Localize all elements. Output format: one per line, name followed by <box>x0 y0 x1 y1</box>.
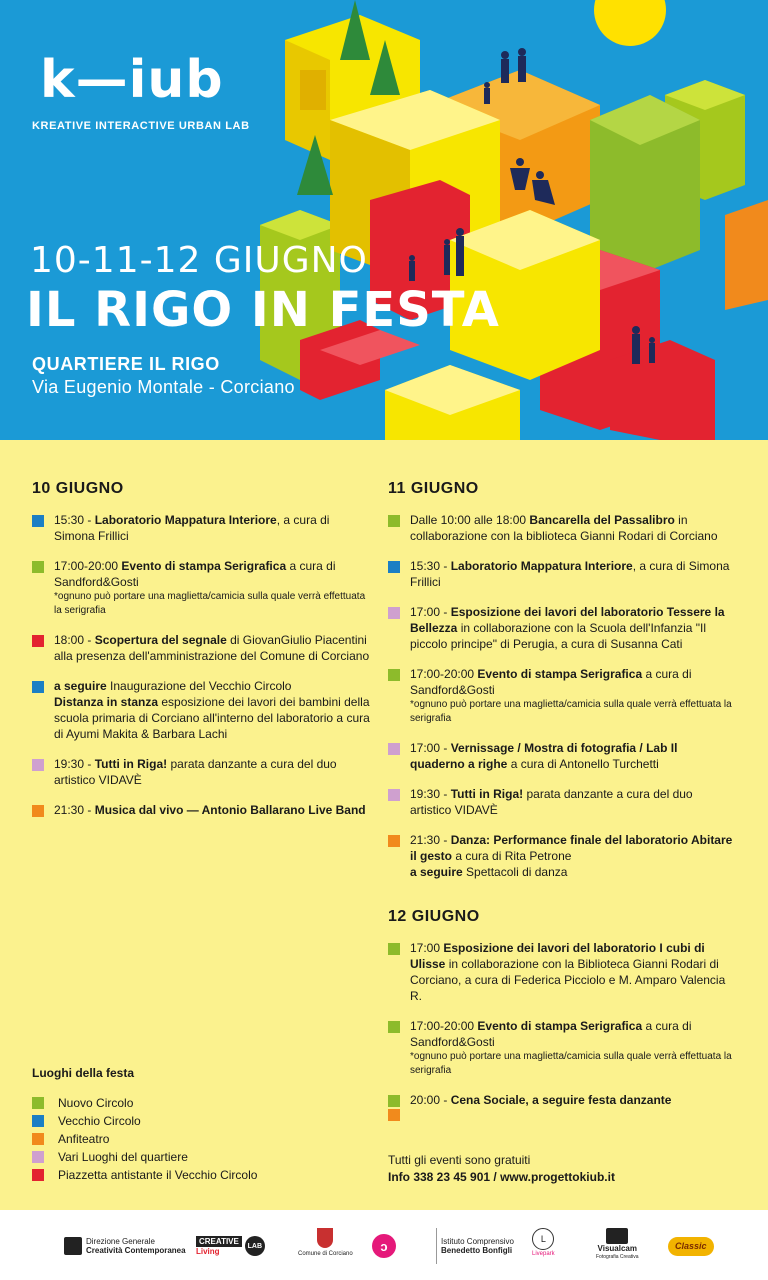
program-event <box>388 558 733 590</box>
sponsor-creative-living-lab: CREATIVE Living LAB <box>196 1228 265 1264</box>
event-time: 21:30 - <box>410 833 451 847</box>
dgcc-logo-icon <box>64 1237 82 1255</box>
program-event <box>388 666 733 726</box>
program-event <box>388 832 733 880</box>
legend-label: Vari Luoghi del quartiere <box>58 1150 188 1164</box>
program-event <box>388 740 733 772</box>
legend-color-swatch <box>32 1097 44 1109</box>
event-details: a cura di Sandford&Gosti <box>54 559 336 589</box>
event-details: a cura di Rita Petrone <box>452 849 572 863</box>
event-title: Laboratorio Mappatura Interiore <box>450 559 633 573</box>
event-details: , a cura di Simona Frillici <box>54 513 330 543</box>
event-title: Evento di stampa Serigrafica <box>477 1019 643 1033</box>
event-details: di GiovanGiulio Piacentini alla presenza dell'amministrazione del Comune di Corciano <box>54 633 370 663</box>
day-heading: 10 GIUGNO <box>32 480 124 497</box>
event-note: *ognuno può portare una maglietta/camicia sulla quale verrà effettuata la serigrafia <box>54 591 366 616</box>
venue-color-marker <box>388 561 400 573</box>
sponsor-visualcam: Visualcam Fotografia Creativa <box>596 1228 639 1264</box>
event-details: parata danzante a cura del duo artistico VIDAVÈ <box>54 757 337 787</box>
info-block <box>388 1152 615 1186</box>
program-event <box>388 1018 733 1078</box>
event-time: Dalle 10:00 alle 18:00 <box>410 513 530 527</box>
program-event <box>32 678 372 742</box>
event-title: Danza: Performance finale del laboratorio Abitare il gesto <box>410 833 733 863</box>
event-note: *ognuno può portare una maglietta/camicia sulla quale verrà effettuata la serigrafia <box>410 1051 732 1076</box>
page-title: IL RIGO IN FESTA <box>26 282 500 338</box>
logo-wordmark: k—iub <box>40 50 224 110</box>
venue-color-marker <box>388 607 400 619</box>
event-dates: 10-11-12 GIUGNO <box>30 240 368 281</box>
contact-info[interactable]: Info 338 23 45 901 / www.progettokiub.it <box>388 1170 615 1184</box>
event-title: Esposizione dei lavori del laboratorio I cubi di Ulisse <box>410 941 705 971</box>
venue-color-marker <box>388 789 400 801</box>
event-title: Tutti in Riga! <box>450 787 524 801</box>
event-details: , a cura di Simona Frillici <box>410 559 730 589</box>
event-title: Evento di stampa Serigrafica <box>121 559 287 573</box>
pink-circle-logo-icon: ↄ <box>372 1234 396 1258</box>
event-title: a seguire <box>410 865 463 879</box>
neighbourhood-name: QUARTIERE IL RIGO <box>32 354 220 374</box>
legend-item <box>32 1096 352 1114</box>
event-title: a seguire <box>54 679 107 693</box>
event-time: 17:00 - <box>410 741 451 755</box>
program-event <box>388 1092 733 1108</box>
venue-color-marker <box>32 561 44 573</box>
logo-tagline: KREATIVE INTERACTIVE URBAN LAB <box>32 120 250 132</box>
event-details: Inaugurazione del Vecchio Circolo <box>106 679 292 693</box>
day-heading: 11 GIUGNO <box>388 480 479 497</box>
venue-color-marker <box>388 669 400 681</box>
event-details: a cura di Antonello Turchetti <box>507 757 659 771</box>
day-heading: 12 GIUGNO <box>388 908 480 925</box>
legend-label: Vecchio Circolo <box>58 1114 141 1128</box>
day-10-program <box>32 480 372 832</box>
free-events-note: Tutti gli eventi sono gratuiti <box>388 1153 531 1167</box>
camera-icon <box>606 1228 628 1244</box>
event-title: Bancarella del Passalibro <box>529 513 675 527</box>
event-details: parata danzante a cura del duo artistico VIDAVÈ <box>410 787 693 817</box>
coat-of-arms-icon <box>317 1228 333 1248</box>
venue-color-marker <box>32 805 44 817</box>
program-event <box>388 512 733 544</box>
kiub-logo <box>40 50 224 110</box>
event-details: a cura di Sandford&Gosti <box>410 1019 692 1049</box>
venue-color-marker <box>388 943 400 955</box>
sponsor-classic: Classic <box>668 1228 714 1264</box>
event-time: 17:00-20:00 <box>410 1019 478 1033</box>
day-11-12-program <box>388 480 733 1122</box>
venue-color-marker <box>32 515 44 527</box>
sponsor-livepark: L Livepark <box>532 1228 555 1264</box>
event-time: 17:00-20:00 <box>410 667 478 681</box>
program-event <box>32 558 372 618</box>
venue-color-marker <box>388 1021 400 1033</box>
event-time: 21:30 - <box>54 803 95 817</box>
legend-title: Luoghi della festa <box>32 1066 135 1080</box>
event-time: 18:00 - <box>54 633 95 647</box>
program-event <box>388 940 733 1004</box>
program-event <box>388 604 733 652</box>
legend-item <box>32 1114 352 1132</box>
event-title: Tutti in Riga! <box>94 757 168 771</box>
legend-item <box>32 1168 352 1186</box>
venue-color-marker <box>388 515 400 527</box>
event-title: Musica dal vivo — Antonio Ballarano Live Band <box>94 803 366 817</box>
sponsor-pink-logo <box>372 1228 396 1264</box>
sponsors-footer <box>0 1210 768 1280</box>
legend-color-swatch <box>32 1133 44 1145</box>
event-title: Laboratorio Mappatura Interiore <box>94 513 277 527</box>
sponsor-comune: Comune di Corciano <box>298 1228 353 1264</box>
event-time: 17:00-20:00 <box>54 559 122 573</box>
event-title: Distanza in stanza <box>54 695 159 709</box>
event-details: Spettacoli di danza <box>462 865 568 879</box>
event-details: esposizione dei lavori dei bambini della scuola primaria di Corciano all'interno del laboratorio a cura di Ayumi Makita & Barbara Lachi <box>54 695 370 741</box>
event-details: a cura di Sandford&Gosti <box>410 667 692 697</box>
sun-shape <box>594 0 666 46</box>
event-time: 17:00 - <box>410 605 451 619</box>
program-event <box>32 632 372 664</box>
venues-legend <box>32 1066 352 1186</box>
event-title: Esposizione dei lavori del laboratorio Tessere la Bellezza <box>410 605 725 635</box>
event-time: 17:00 <box>410 941 444 955</box>
venue-color-marker <box>388 1095 400 1107</box>
venue-color-marker <box>32 759 44 771</box>
legend-item <box>32 1132 352 1150</box>
venue-color-marker <box>388 835 400 847</box>
legend-item <box>32 1150 352 1168</box>
program-event <box>32 756 372 788</box>
venue-color-marker <box>32 635 44 647</box>
event-title: Evento di stampa Serigrafica <box>477 667 643 681</box>
venue-color-marker <box>388 743 400 755</box>
event-time: 20:00 - <box>410 1093 451 1107</box>
sponsor-dgcc: Direzione Generale Creatività Contemporanea <box>64 1228 186 1264</box>
event-details: in collaborazione con la biblioteca Gianni Rodari di Corciano <box>410 513 718 543</box>
legend-color-swatch <box>32 1115 44 1127</box>
sponsor-istituto: Istituto Comprensivo Benedetto Bonfigli <box>436 1228 514 1264</box>
legend-label: Anfiteatro <box>58 1132 110 1146</box>
venue-color-marker <box>32 681 44 693</box>
event-time: 15:30 - <box>54 513 95 527</box>
legend-color-swatch <box>32 1169 44 1181</box>
program-event <box>388 786 733 818</box>
venue-color-marker <box>388 1109 400 1121</box>
legend-label: Piazzetta antistante il Vecchio Circolo <box>58 1168 258 1182</box>
event-title: Scopertura del segnale <box>94 633 227 647</box>
event-title: Vernissage / Mostra di fotografia / Lab Il quaderno a righe <box>410 741 678 771</box>
event-note: *ognuno può portare una maglietta/camicia sulla quale verrà effettuata la serigrafia <box>410 699 732 724</box>
event-time: 19:30 - <box>410 787 451 801</box>
hero-banner <box>0 0 768 440</box>
event-details: in collaborazione con la Biblioteca Gianni Rodari di Corciano, a cura di Federica Picciolo e M. Amparo Valencia R. <box>410 957 726 1003</box>
event-time: 19:30 - <box>54 757 95 771</box>
event-details: in collaborazione con la Scuola dell'Infanzia "Il piccolo principe" di Perugia, a cura di Susanna Cati <box>410 621 707 651</box>
legend-color-swatch <box>32 1151 44 1163</box>
legend-label: Nuovo Circolo <box>58 1096 134 1110</box>
program-event <box>32 802 372 818</box>
event-address: Via Eugenio Montale - Corciano <box>32 377 295 397</box>
event-time: 15:30 - <box>410 559 451 573</box>
livepark-logo-icon: L <box>532 1228 554 1250</box>
program-event <box>32 512 372 544</box>
event-title: Cena Sociale, a seguire festa danzante <box>450 1093 672 1107</box>
